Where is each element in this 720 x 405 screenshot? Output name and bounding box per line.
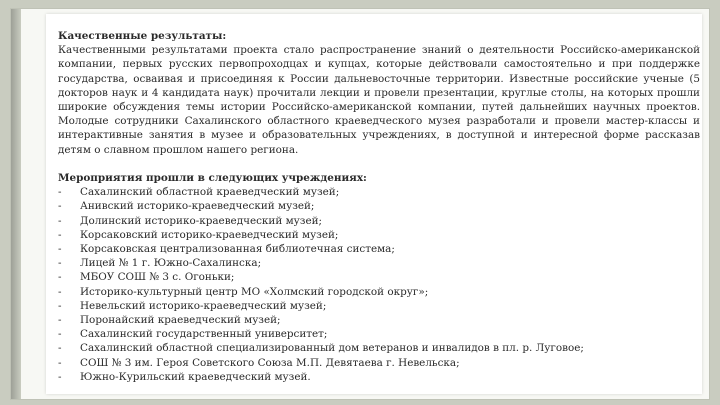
list-item [58,356,700,370]
list-item-text: МБОУ СОШ № 3 с. Огоньки; [80,271,235,284]
list-item-text: Сахалинский областной специализированный дом ветеранов и инвалидов в пл. р. Луговое; [80,342,584,355]
list-item [58,270,700,284]
list-item [58,228,700,242]
list-item [58,313,700,327]
results-text: Качественными результатами проекта стало распространение знаний о деятельности Российско-американской компании, первых русских первопроходцах и купцах, которые действовали самостоятельно и при поддержке государства, осваивая и присоединяя к России дальневосточные территории. Известные российские ученые (5 докторов наук и 4 кандидата наук) прочитали лекции и провели презентации, круглые столы, на которых прошли широкие обсуждения темы истории Российско-американской компании, путей дальнейших научных проектов. Молодые сотрудники Сахалинского областного краеведческого музея разработали и провели мастер-классы и интерактивные занятия в музее и образовательных учреждениях, в доступной и интересной форме рассказав детям о славном прошлом нашего региона. [58,44,700,156]
list-item-text: Невельский историко-краеведческий музей; [80,299,327,312]
results-heading: Качественные результаты: [58,30,227,42]
list-item [58,370,700,384]
list-item [58,242,700,256]
list-item-text: Южно-Курильский краеведческий музей. [80,370,311,383]
spacer [58,157,700,171]
list-item-text: Сахалинский областной краеведческий музей; [80,186,340,199]
bullet: - [58,356,62,369]
bullet: - [58,228,62,241]
list-item-text: Историко-культурный центр МО «Холмский городской округ»; [80,285,429,298]
bullet: - [58,328,62,341]
events-heading: Мероприятия прошли в следующих учреждениях: [58,172,367,185]
list-item-text: СОШ № 3 им. Героя Советского Союза М.П. Девятаева г. Невельска; [80,356,460,369]
list-item [58,327,700,341]
bullet: - [58,285,62,298]
list-item [58,341,700,355]
list-item [58,285,700,299]
bullet: - [58,186,62,199]
bullet: - [58,271,62,284]
bullet: - [58,257,62,270]
bullet: - [58,342,62,355]
list-item-text: Сахалинский государственный университет; [80,328,328,341]
list-item-text: Корсаковский историко-краеведческий музей; [80,228,339,241]
frame-spine [11,9,21,399]
list-item-text: Поронайский краеведческий музей; [80,314,281,327]
list-item [58,214,700,228]
list-item [58,185,700,199]
slide-content [58,29,700,384]
bullet: - [58,200,62,213]
bullet: - [58,299,62,312]
bullet: - [58,214,62,227]
list-item [58,299,700,313]
list-item-text: Анивский историко-краеведческий музей; [80,200,315,213]
list-item [58,199,700,213]
bullet: - [58,243,62,256]
bullet: - [58,314,62,327]
list-item-text: Долинский историко-краеведческий музей; [80,214,323,227]
list-item-text: Лицей № 1 г. Южно-Сахалинска; [80,257,262,270]
bullet: - [58,370,62,383]
events-list [58,185,700,384]
list-item-text: Корсаковская централизованная библиотечная система; [80,243,395,256]
list-item [58,256,700,270]
